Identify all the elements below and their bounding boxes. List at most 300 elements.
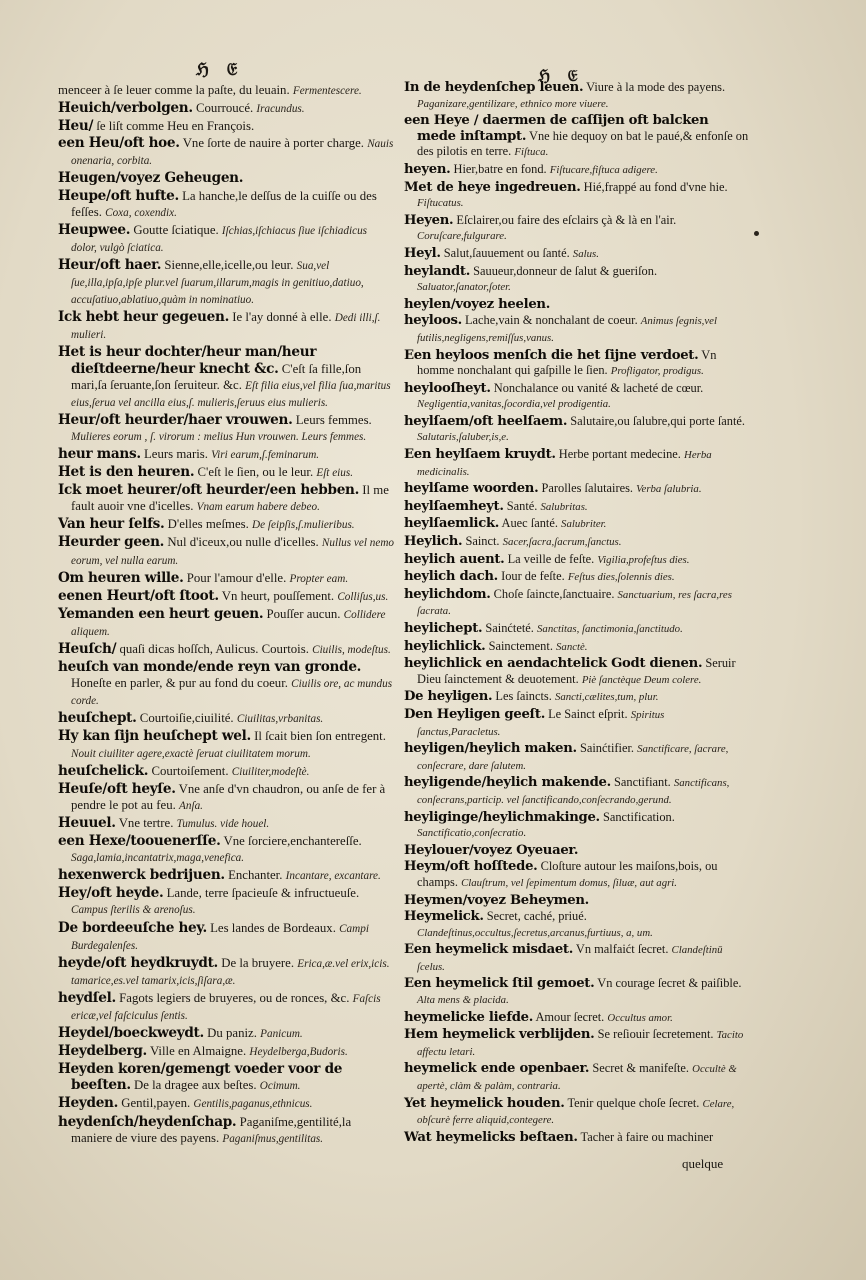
entry-headword: heuſchelick. bbox=[58, 762, 149, 779]
entry-headword: heylſame woorden. bbox=[404, 481, 539, 497]
entry-french: Salut,ſauuement ou ſanté. bbox=[443, 245, 570, 260]
dictionary-entry bbox=[58, 1025, 394, 1042]
entry-headword: hexenwerck bedrijuen. bbox=[58, 867, 225, 884]
entry-headword: een Heu/oft hoe. bbox=[58, 135, 180, 152]
entry-headword: Ick moet heurer/oft heurder/een hebben. bbox=[58, 482, 360, 499]
dictionary-entry bbox=[404, 656, 750, 688]
dictionary-entry bbox=[58, 412, 394, 445]
entry-latin: Faſcis ericæ,vel faſciculus ſentis. bbox=[71, 992, 381, 1022]
entry-french: Lande, terre ſpacieuſe & infructueuſe. bbox=[166, 886, 360, 901]
entry-headword: heylich dach. bbox=[404, 569, 498, 585]
dictionary-entry bbox=[404, 499, 750, 516]
entry-french: Sauueur,donneur de ſalut & gueriſon. bbox=[473, 263, 658, 278]
entry-latin: Celare, obſcurè ferre aliquid,contegere. bbox=[417, 1097, 735, 1127]
entry-french: La veille de feſte. bbox=[507, 551, 595, 566]
entry-french: Eſclairer,ou faire des eſclairs çà & là en l'air. bbox=[456, 212, 677, 227]
entry-headword: heuſch van monde/ende reyn van gronde. bbox=[58, 659, 362, 676]
entry-latin: Animus ſegnis,vel futilis,negligens,remiſſus,vanus. bbox=[417, 315, 717, 344]
entry-latin: Sanctificans, conſecrans,particip. vel ſanctificando,conſecrando,gerund. bbox=[417, 777, 730, 806]
entry-french: Pour l'amour d'elle. bbox=[186, 570, 287, 585]
entry-french: Sainctement. bbox=[488, 638, 553, 653]
entry-headword: Een heymelick ſtil gemoet. bbox=[404, 976, 595, 992]
entry-latin: Collidere aliquem. bbox=[71, 608, 386, 638]
dictionary-entry bbox=[58, 135, 394, 169]
entry-headword: Heuuel. bbox=[58, 814, 116, 831]
entry-french: Sainćteté. bbox=[485, 621, 534, 635]
entry-latin: Incantare, excantare. bbox=[285, 870, 381, 883]
dictionary-entry bbox=[404, 707, 750, 740]
entry-headword: Heym/oft hoſſtede. bbox=[404, 859, 538, 875]
dictionary-entry bbox=[58, 309, 394, 343]
dictionary-entry bbox=[404, 893, 750, 909]
dictionary-entry bbox=[404, 213, 750, 245]
dictionary-entry bbox=[404, 381, 750, 413]
entry-headword: Een heylſaem kruydt. bbox=[404, 447, 556, 463]
dictionary-entry bbox=[404, 1010, 750, 1027]
entry-latin: Alta mens & placida. bbox=[417, 994, 509, 1007]
entry-french: Les landes de Bordeaux. bbox=[210, 920, 336, 935]
dictionary-entry bbox=[58, 955, 394, 989]
dictionary-entry bbox=[404, 810, 750, 842]
dictionary-entry bbox=[404, 569, 750, 586]
entry-french: Tacher à faire ou machiner bbox=[580, 1129, 714, 1144]
entry-latin: Ciuilis, modeſtus. bbox=[312, 644, 391, 656]
entry-french: Du paniz. bbox=[207, 1026, 257, 1041]
entry-latin: Fiſtuca. bbox=[514, 146, 549, 159]
entry-french: Secret, caché, priué. bbox=[486, 909, 587, 924]
entry-french: Leurs femmes. bbox=[295, 412, 372, 427]
dictionary-entry bbox=[58, 659, 394, 709]
entry-french: Paganiſme,gentilité,la maniere de viure des payens. bbox=[71, 1114, 352, 1145]
entry-headword: heydenſch/heydenſchap. bbox=[58, 1113, 237, 1130]
entry-french: Leurs maris. bbox=[143, 446, 208, 461]
entry-latin: Fiſtucare,fiſtuca adigere. bbox=[549, 163, 658, 176]
dictionary-entry bbox=[58, 763, 394, 780]
entry-french: Vne ſorte de nauire à porter charge. bbox=[182, 136, 365, 151]
entry-french: Parolles ſalutaires. bbox=[541, 481, 634, 496]
dictionary-entry bbox=[58, 588, 394, 605]
entry-headword: Heupe/oft hufte. bbox=[58, 187, 179, 204]
entry-french: menceer à ſe leuer comme la paſte, du leuain. bbox=[58, 83, 290, 97]
entry-headword: heylſaemheyt. bbox=[404, 498, 504, 514]
entry-headword: Yet heymelick houden. bbox=[404, 1095, 565, 1111]
entry-headword: heylichlick en aendachtelick Godt dienen. bbox=[404, 656, 703, 672]
entry-french: Cloſture autour les maiſons,bois, ou champs. bbox=[417, 859, 718, 889]
entry-latin: Spiritus ſanctus,Paracletus. bbox=[417, 708, 665, 738]
entry-headword: heymelick ende openbaer. bbox=[404, 1061, 590, 1077]
entry-headword: Heur/oft heurder/haer vrouwen. bbox=[58, 411, 293, 428]
dictionary-entry bbox=[58, 570, 394, 587]
entry-latin: Sacer,ſacra,ſacrum,ſanctus. bbox=[502, 536, 622, 549]
entry-latin: Sanctificatio,conſecratio. bbox=[417, 827, 527, 840]
dictionary-entry bbox=[404, 246, 750, 263]
dictionary-entry bbox=[404, 447, 750, 480]
entry-latin: Coxa, coxendix. bbox=[105, 206, 177, 219]
running-head bbox=[0, 60, 866, 85]
entry-headword: Heur/oft haer. bbox=[58, 256, 162, 273]
entry-headword: Heuſe/oft heyſe. bbox=[58, 780, 176, 797]
entry-latin: Anſa. bbox=[179, 799, 203, 812]
entry-latin: Sua,vel ſue,illa,ipſa,ipſe plur.vel ſuarum,illarum,magis in genitiuo,datiuo, accuſatiuo,ablatiuo,quàm in nominatiuo. bbox=[71, 259, 364, 307]
entry-latin: Viri earum,ſ.feminarum. bbox=[211, 448, 320, 461]
entry-headword: Om heuren wille. bbox=[58, 569, 184, 586]
entry-french: quaſi dicas hoſſch, Aulicus. Courtois. bbox=[119, 642, 309, 656]
entry-french: D'elles meſmes. bbox=[167, 517, 249, 532]
entry-headword: Heydel/boeckweydt. bbox=[58, 1025, 204, 1042]
entry-latin: Dedi illi,ſ. mulieri. bbox=[71, 312, 381, 342]
entry-french: De la dragee aux beſtes. bbox=[134, 1078, 257, 1093]
dictionary-entry bbox=[58, 641, 394, 658]
entry-headword: Heurder geen. bbox=[58, 534, 165, 551]
entry-headword: heur mans. bbox=[58, 445, 141, 462]
entry-headword: Hem heymelick verblijden. bbox=[404, 1027, 595, 1043]
entry-french: Vne anſe d'vn chaudron, ou anſe de fer à pendre le pot au feu. bbox=[71, 781, 386, 812]
entry-latin: Vigilia,profeſtus dies. bbox=[597, 553, 690, 566]
entry-french: Secret & manifeſte. bbox=[592, 1061, 690, 1076]
dictionary-entry bbox=[404, 859, 750, 891]
entry-latin: Occultus amor. bbox=[607, 1011, 673, 1024]
entry-latin: Tacito affectu letari. bbox=[417, 1029, 744, 1058]
entry-latin: Clandeſtinus,occultus,ſecretus,arcanus,furtiuus, a, um. bbox=[417, 926, 653, 939]
entry-latin: Paganiſmus,gentilitas. bbox=[222, 1132, 324, 1145]
entry-latin: Clauſtrum, vel ſepimentum domus, ſiluæ, aut agri. bbox=[461, 876, 677, 889]
entry-headword: De bordeeuſche hey. bbox=[58, 919, 207, 936]
entry-latin: Profligator, prodigus. bbox=[610, 365, 704, 378]
entry-headword: In de heydenſchep leuen. bbox=[404, 80, 584, 95]
dictionary-entry bbox=[58, 516, 394, 533]
entry-latin: Nauis onenaria, corbita. bbox=[71, 138, 394, 168]
entry-french: Courtoiſie,ciuilité. bbox=[139, 711, 234, 726]
entry-headword: eenen Heurt/oft ſtoot. bbox=[58, 587, 219, 604]
entry-french: Honeſte en parler, & pur au fond du coeur. bbox=[71, 676, 288, 691]
dictionary-entry bbox=[58, 885, 394, 918]
entry-french: Sanctifiant. bbox=[613, 775, 671, 790]
entry-latin: Coruſcare,fulgurare. bbox=[417, 230, 507, 243]
entry-headword: Heu/ bbox=[58, 118, 94, 135]
dictionary-entry bbox=[404, 942, 750, 975]
entry-latin: Ciuilitas,vrbanitas. bbox=[236, 713, 324, 726]
entry-french: Iour de feſte. bbox=[501, 569, 565, 584]
entry-french: Vne ſorciere,enchantereſſe. bbox=[223, 834, 362, 849]
entry-french: Vne hie dequoy on bat le paué,& enfonſe on des pilotis en terre. bbox=[417, 128, 749, 159]
entry-headword: heyligende/heylich makende. bbox=[404, 775, 611, 791]
dictionary-entry bbox=[404, 313, 750, 346]
entry-latin: Salus. bbox=[572, 247, 599, 260]
dictionary-entry bbox=[404, 113, 750, 161]
dictionary-entry bbox=[58, 1114, 394, 1147]
entry-latin: Saluator,ſanator,ſoter. bbox=[417, 281, 511, 294]
entry-headword: heyde/oft heydkruydt. bbox=[58, 954, 218, 971]
entry-latin: Herba medicinalis. bbox=[417, 449, 712, 478]
dictionary-entry bbox=[404, 534, 750, 551]
dictionary-entry bbox=[58, 728, 394, 761]
entry-latin: Saga,lamia,incantatrix,maga,venefica. bbox=[71, 852, 245, 865]
dictionary-entry bbox=[404, 1061, 750, 1094]
dictionary-entry bbox=[58, 1095, 394, 1112]
entry-french: Lache,vain & nonchalant de coeur. bbox=[464, 313, 638, 328]
entry-french: Vn homme nonchalant qui gaſpille le ſien. bbox=[417, 347, 717, 378]
entry-latin: Sanctuarium, res ſacra,res ſacrata. bbox=[417, 588, 732, 618]
dictionary-entry bbox=[404, 414, 750, 446]
entry-latin: Tumulus. vide houel. bbox=[176, 817, 270, 830]
entry-headword: De heyligen. bbox=[404, 689, 493, 705]
entry-french: Seruir Dieu ſainctement & deuotement. bbox=[417, 656, 736, 686]
entry-headword: Het is heur dochter/heur man/heur dieſtdeerne/heur knecht &c. bbox=[58, 344, 317, 377]
entry-latin: Iſchias,iſchiacus ſiue iſchiadicus dolor, vulgò ſciatica. bbox=[71, 224, 368, 254]
dictionary-entry bbox=[404, 264, 750, 296]
entry-latin: De ſeipſis,ſ.mulieribus. bbox=[252, 519, 355, 532]
entry-headword: een Heye / daermen de caſſijen oft balcken mede inſtampt. bbox=[404, 113, 709, 144]
entry-french: Nul d'iceux,ou nulle d'icelles. bbox=[167, 535, 319, 550]
entry-headword: Heupwee. bbox=[58, 221, 131, 238]
entry-french: Vn heurt, pouſſement. bbox=[221, 588, 335, 603]
entry-french: Sanctification. bbox=[602, 809, 675, 824]
entry-french: Auec ſanté. bbox=[501, 516, 558, 531]
entry-headword: Heyl. bbox=[404, 245, 441, 261]
entry-headword: Heyden. bbox=[58, 1095, 119, 1112]
entry-french: Viure à la mode des payens. bbox=[586, 80, 726, 94]
entry-french: Courroucé. bbox=[195, 101, 254, 116]
dictionary-entry bbox=[58, 257, 394, 308]
entry-latin: Fermentescere. bbox=[292, 85, 362, 97]
entry-french: Fagots legiers de bruyeres, ou de ronces, &c. bbox=[119, 990, 350, 1005]
dictionary-entry bbox=[58, 100, 394, 117]
entry-headword: Heugen/voyez Geheugen. bbox=[58, 170, 244, 187]
dictionary-entry bbox=[58, 1061, 394, 1094]
entry-latin: Iracundus. bbox=[256, 103, 305, 116]
dictionary-entry bbox=[404, 297, 750, 313]
entry-latin: Ciuilis ore, ac mundus corde. bbox=[71, 678, 393, 708]
entry-latin: Colliſus,us. bbox=[337, 590, 389, 603]
entry-french: Se reſiouir ſecretement. bbox=[597, 1027, 714, 1042]
entry-headword: heylich auent. bbox=[404, 551, 505, 567]
entry-latin: Gentilis,paganus,ethnicus. bbox=[193, 1098, 313, 1111]
entry-latin: Salutaris,ſaluber,is,e. bbox=[417, 431, 509, 444]
entry-headword: Het is den heuren. bbox=[58, 464, 195, 481]
entry-french: Salutaire,ou ſalubre,qui porte ſanté. bbox=[570, 413, 746, 428]
catchword: quelque bbox=[682, 1156, 724, 1171]
entry-latin: Ciuiliter,modeſtè. bbox=[231, 765, 310, 778]
entry-latin: Salubriter. bbox=[561, 518, 607, 531]
entry-latin: Sanctificare, ſacrare, conſecrare, dare ſalutem. bbox=[417, 743, 729, 772]
entry-headword: heylichlick. bbox=[404, 638, 486, 654]
entry-headword: heyen. bbox=[404, 161, 451, 177]
entry-headword: heyligen/heylich maken. bbox=[404, 741, 577, 757]
dictionary-entry bbox=[404, 552, 750, 569]
entry-headword: heylichdom. bbox=[404, 586, 491, 602]
entry-latin: Piè ſanctèque Deum colere. bbox=[581, 673, 702, 686]
dictionary-entry bbox=[404, 621, 750, 638]
entry-latin: Mulieres eorum , ſ. virorum : melius Hun vrouwen. Leurs femmes. bbox=[71, 430, 367, 443]
entry-french: Hié,frappé au fond d'vne hie. bbox=[583, 179, 728, 194]
dictionary-entry bbox=[404, 162, 750, 179]
entry-headword: Een heyloos menſch die het ſijne verdoet. bbox=[404, 347, 699, 363]
ink-blot bbox=[754, 231, 759, 236]
entry-headword: Hy kan ſijn heuſchept wel. bbox=[58, 728, 251, 745]
entry-french: Courtoiſement. bbox=[151, 763, 229, 778]
dictionary-entry bbox=[404, 348, 750, 380]
entry-french: Ville en Almaigne. bbox=[149, 1044, 247, 1059]
entry-headword: heuſchept. bbox=[58, 710, 137, 727]
dictionary-entry bbox=[404, 976, 750, 1008]
entry-headword: Heylouer/voyez Oyeuaer. bbox=[404, 842, 579, 858]
entry-headword: heylichept. bbox=[404, 621, 483, 636]
dictionary-entry bbox=[404, 639, 750, 656]
dictionary-entry bbox=[58, 188, 394, 221]
entry-latin: Heydelberga,Budoris. bbox=[249, 1046, 348, 1059]
entry-french: Gentil,payen. bbox=[121, 1096, 191, 1111]
entry-headword: Den Heyligen geeſt. bbox=[404, 706, 545, 722]
entry-french: Pouſſer aucun. bbox=[266, 606, 341, 621]
dictionary-entry bbox=[58, 990, 394, 1024]
dictionary-entry bbox=[404, 516, 750, 533]
dictionary-entry bbox=[58, 815, 394, 832]
dictionary-entry bbox=[58, 710, 394, 727]
entry-latin: Propter eam. bbox=[289, 572, 349, 585]
entry-headword: Een heymelick misdaet. bbox=[404, 942, 574, 958]
entry-french: Sainct. bbox=[465, 534, 500, 549]
entry-latin: Feſtus dies,ſolennis dies. bbox=[567, 571, 675, 584]
entry-headword: heyliginge/heylichmakinge. bbox=[404, 809, 600, 825]
entry-latin: Nouit ciuiliter agere,exactè ſeruat ciuilitatem morum. bbox=[71, 747, 311, 760]
entry-latin: Negligentia,vanitas,ſocordia,vel prodigentia. bbox=[417, 398, 611, 411]
entry-french: Sainćtifier. bbox=[579, 741, 634, 756]
entry-latin: Campus ſterilis & arenoſus. bbox=[71, 904, 196, 917]
entry-headword: Ick hebt heur gegeuen. bbox=[58, 309, 230, 326]
entry-french: Vn malfaićt ſecret. bbox=[575, 942, 669, 957]
dictionary-entry bbox=[404, 909, 750, 941]
running-head-left: ℌ 𝔈 bbox=[196, 60, 244, 80]
dictionary-entry bbox=[58, 222, 394, 256]
entry-latin: Nullus vel nemo eorum, vel nulla earum. bbox=[71, 537, 394, 567]
entry-headword: heylen/voyez heelen. bbox=[404, 296, 550, 312]
entry-latin: Verba ſalubria. bbox=[636, 483, 702, 496]
entry-french: Vne tertre. bbox=[118, 815, 174, 830]
entry-headword: Heymelick. bbox=[404, 909, 484, 925]
entry-latin: Eſt filia eius,vel filia ſua,maritus eius,ſerua vel ancilla eius,ſ. mulieris,ſeruus eius mulieris. bbox=[71, 379, 391, 409]
entry-latin: Sanctitas, ſanctimonia,ſanctitudo. bbox=[537, 623, 683, 635]
entry-french: Il me fault auoir vne d'icelles. bbox=[71, 483, 389, 514]
dictionary-entry bbox=[404, 1130, 750, 1146]
dictionary-entry bbox=[404, 80, 750, 112]
dictionary-entry bbox=[58, 446, 394, 463]
entry-french: Le Sainct eſprit. bbox=[548, 706, 628, 721]
dictionary-entry bbox=[58, 920, 394, 954]
dictionary-entry bbox=[58, 464, 394, 481]
entry-french: Vn courage ſecret & paiſible. bbox=[597, 976, 742, 991]
dictionary-entry bbox=[58, 82, 394, 99]
dictionary-entry bbox=[404, 775, 750, 808]
entry-french: Il ſcait bien ſon entregent. bbox=[254, 729, 386, 744]
dictionary-entry bbox=[404, 741, 750, 774]
entry-latin: Ocimum. bbox=[259, 1080, 301, 1093]
entry-latin: Eſt eius. bbox=[316, 467, 354, 480]
entry-headword: Van heur ſelfs. bbox=[58, 516, 165, 533]
entry-headword: Hey/oft heyde. bbox=[58, 885, 164, 902]
left-column bbox=[58, 82, 394, 1148]
entry-french: ſe liſt comme Heu en François. bbox=[96, 119, 255, 134]
entry-headword: Heuich/verbolgen. bbox=[58, 100, 193, 117]
entry-latin: Campi Burdegalenſes. bbox=[71, 922, 369, 952]
entry-french: Goutte ſciatique. bbox=[133, 222, 219, 237]
entry-latin: Sancti,cælites,tum, plur. bbox=[554, 691, 659, 704]
dictionary-entry bbox=[58, 118, 394, 134]
entry-latin: Vnam earum habere debeo. bbox=[196, 501, 320, 514]
entry-headword: Heydelberg. bbox=[58, 1043, 147, 1060]
entry-headword: Met de heye ingedreuen. bbox=[404, 179, 581, 195]
dictionary-entry bbox=[404, 587, 750, 620]
entry-headword: heylſaemlick. bbox=[404, 516, 500, 532]
entry-french: Les ſaincts. bbox=[495, 689, 552, 704]
entry-latin: Erica,æ.vel erix,icis. tamarice,es.vel tamarix,icis,ſiſara,æ. bbox=[71, 957, 390, 987]
entry-french: Herbe portant medecine. bbox=[558, 447, 681, 462]
entry-french: Ie l'ay donné à elle. bbox=[232, 310, 332, 325]
entry-headword: heylandt. bbox=[404, 263, 470, 279]
dictionary-entry bbox=[58, 482, 394, 515]
entry-headword: Yemanden een heurt geuen. bbox=[58, 605, 264, 622]
entry-headword: Heuſch/ bbox=[58, 641, 117, 657]
entry-french: Enchanter. bbox=[228, 868, 283, 883]
dictionary-entry bbox=[58, 534, 394, 568]
dictionary-entry bbox=[58, 833, 394, 866]
entry-french: Amour ſecret. bbox=[535, 1009, 605, 1024]
entry-french: La hanche,le deſſus de la cuiſſe ou des feſſes. bbox=[71, 188, 377, 219]
entry-headword: heymelicke liefde. bbox=[404, 1009, 534, 1025]
dictionary-entry bbox=[404, 843, 750, 859]
entry-headword: Heyden koren/gemengt voeder voor de beeſten. bbox=[58, 1061, 343, 1094]
entry-latin: Panicum. bbox=[260, 1028, 303, 1041]
entry-french: Santé. bbox=[506, 498, 538, 513]
entry-french: Hier,batre en fond. bbox=[453, 161, 547, 176]
entry-latin: Clandeſtinū ſcelus. bbox=[417, 944, 723, 973]
running-head-right: ℌ 𝔈 bbox=[538, 66, 584, 85]
dictionary-entry bbox=[404, 1096, 750, 1129]
dictionary-entry bbox=[58, 606, 394, 640]
entry-headword: Heymen/voyez Beheymen. bbox=[404, 892, 589, 908]
entry-latin: Occultè & apertè, clàm & palàm, contraria. bbox=[417, 1063, 737, 1093]
dictionary-entry bbox=[404, 180, 750, 212]
entry-french: De la bruyere. bbox=[221, 955, 295, 970]
entry-headword: heylooſheyt. bbox=[404, 380, 491, 396]
entry-headword: heylſaem/oft heelſaem. bbox=[404, 413, 568, 429]
dictionary-entry bbox=[58, 867, 394, 884]
right-column bbox=[404, 80, 750, 1146]
entry-headword: Wat heymelicks beſtaen. bbox=[404, 1129, 578, 1145]
dictionary-entry bbox=[58, 781, 394, 814]
entry-latin: Salubritas. bbox=[540, 500, 588, 513]
dictionary-entry bbox=[404, 1027, 750, 1060]
entry-headword: Heylich. bbox=[404, 534, 463, 550]
entry-french: C'eſt ſa fille,ſon mari,ſa ſeruante,ſon ſeruiteur. &c. bbox=[71, 361, 362, 392]
dictionary-entry bbox=[58, 170, 394, 186]
entry-latin: Sanctè. bbox=[556, 640, 588, 653]
entry-french: Sienne,elle,icelle,ou leur. bbox=[164, 257, 294, 272]
dictionary-entry bbox=[58, 344, 394, 410]
entry-french: Tenir quelque choſe ſecret. bbox=[567, 1095, 700, 1110]
entry-headword: een Hexe/toouenerſſe. bbox=[58, 833, 221, 850]
entry-headword: heydſel. bbox=[58, 989, 116, 1006]
dictionary-entry bbox=[404, 689, 750, 706]
entry-french: Choſe ſaincte,ſanctuaire. bbox=[493, 586, 615, 601]
entry-french: Nonchalance ou vanité & lacheté de cœur. bbox=[493, 380, 704, 395]
entry-headword: Heyen. bbox=[404, 212, 454, 228]
entry-latin: Fiſtucatus. bbox=[417, 197, 464, 210]
entry-headword: heyloos. bbox=[404, 313, 462, 329]
entry-latin: Paganizare,gentilizare, ethnico more viuere. bbox=[417, 97, 609, 110]
entry-french: C'eſt le ſien, ou le leur. bbox=[197, 465, 314, 480]
dictionary-entry bbox=[58, 1043, 394, 1060]
dictionary-entry bbox=[404, 481, 750, 498]
